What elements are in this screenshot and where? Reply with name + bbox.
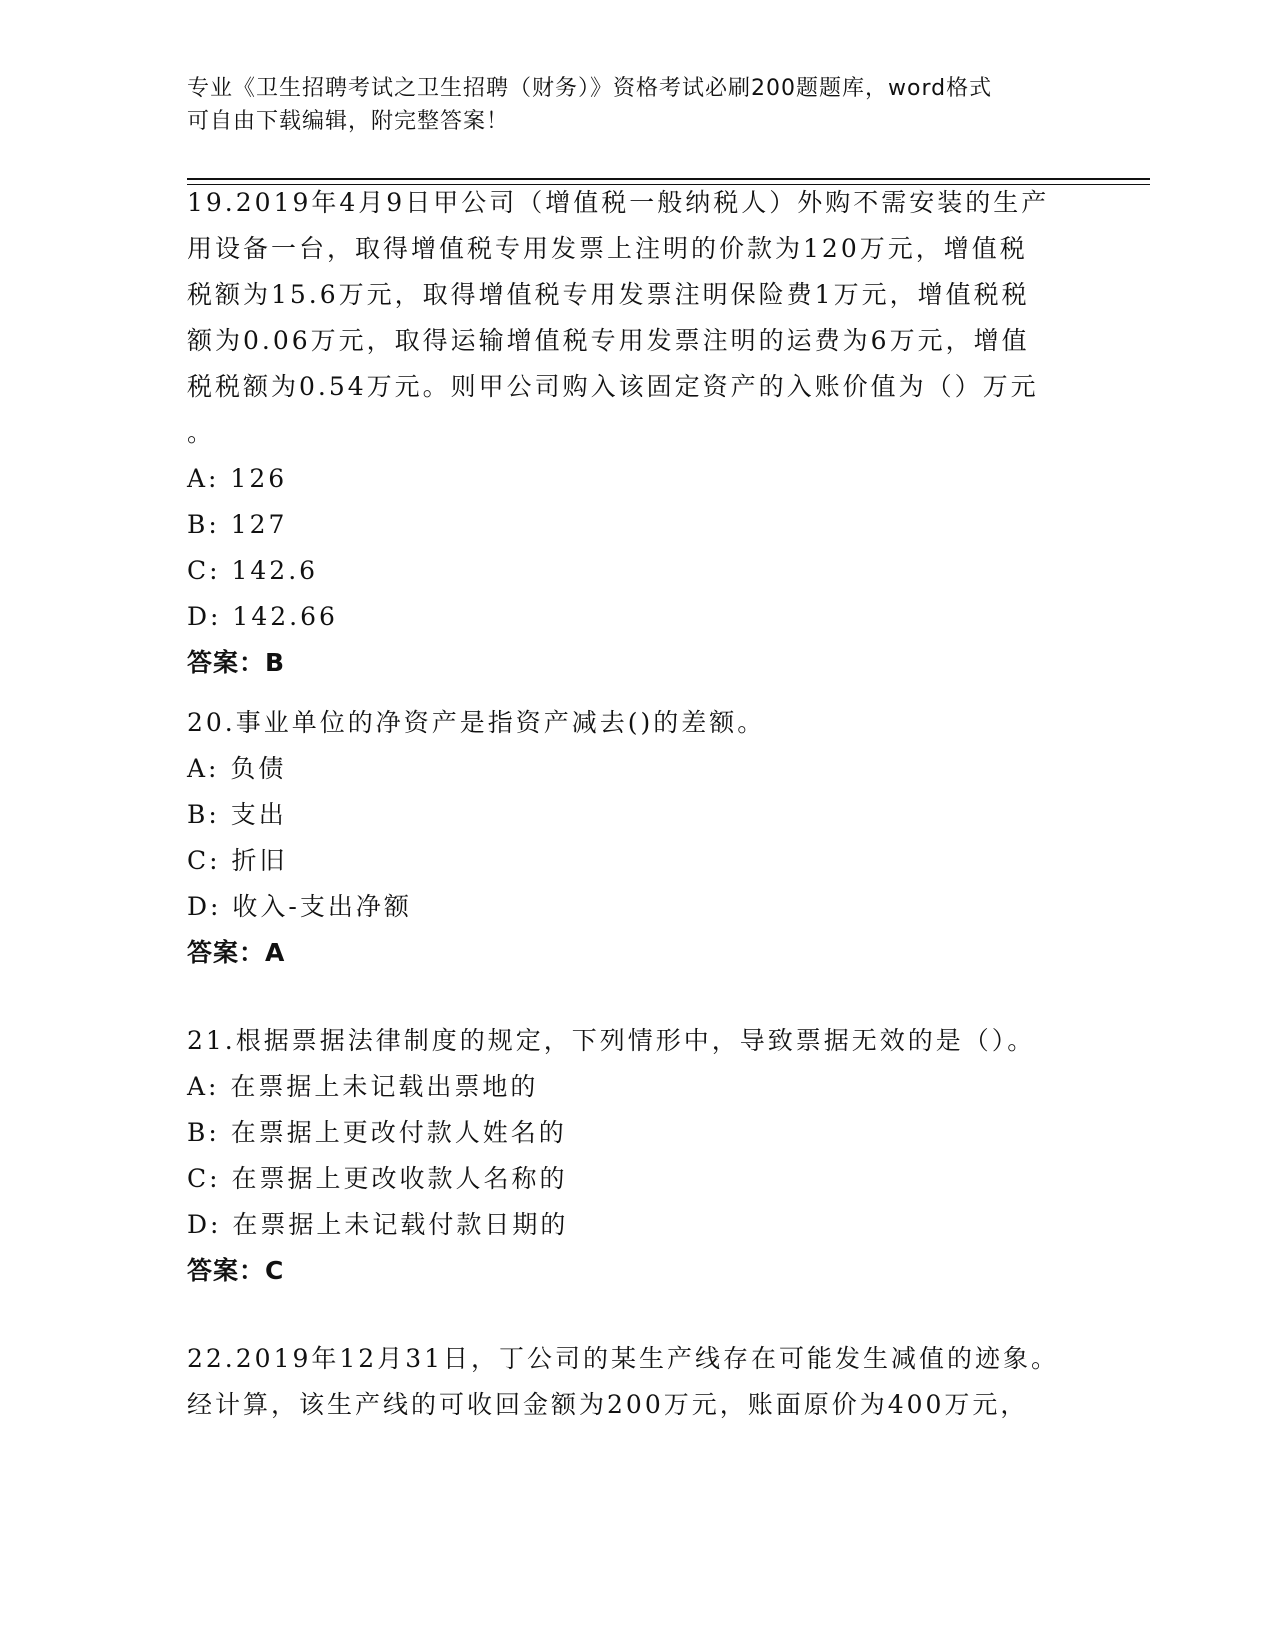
answer: 答案：B	[187, 648, 286, 677]
stem-line: 税额为15.6万元，取得增值税专用发票注明保险费1万元，增值税税	[187, 280, 1030, 309]
header-line-1: 专业《卫生招聘考试之卫生招聘（财务）》资格考试必刷200题题库，word格式	[187, 76, 993, 101]
option-d: D: 142.66	[187, 602, 338, 631]
question-stem	[187, 1336, 1087, 1428]
option-c: C: 在票据上更改收款人名称的	[187, 1164, 568, 1193]
stem-line: 经计算，该生产线的可收回金额为200万元，账面原价为400万元，	[187, 1390, 1029, 1419]
stem-line: 21.根据票据法律制度的规定，下列情形中，导致票据无效的是（）。	[187, 1026, 1036, 1055]
stem-line: 19.2019年4月9日甲公司（增值税一般纳税人）外购不需安装的生产	[187, 188, 1050, 217]
option-a: A: 负债	[187, 754, 287, 783]
stem-line: 额为0.06万元，取得运输增值税专用发票注明的运费为6万元，增值	[187, 326, 1030, 355]
stem-line: 22.2019年12月31日，丁公司的某生产线存在可能发生减值的迹象。	[187, 1344, 1060, 1373]
option-b: B: 支出	[187, 800, 287, 829]
stem-line: 20.事业单位的净资产是指资产减去()的差额。	[187, 708, 766, 737]
question-stem	[187, 1018, 1087, 1064]
option-a: A: 126	[187, 464, 288, 493]
stem-line: 税税额为0.54万元。则甲公司购入该固定资产的入账价值为（）万元	[187, 372, 1039, 401]
answer: 答案：C	[187, 1256, 285, 1285]
option-d: D: 收入-支出净额	[187, 892, 412, 921]
stem-line: 用设备一台，取得增值税专用发票上注明的价款为120万元，增值税	[187, 234, 1028, 263]
option-b: B: 127	[187, 510, 288, 539]
option-a: A: 在票据上未记载出票地的	[187, 1072, 539, 1101]
option-c: C: 折旧	[187, 846, 288, 875]
header-line-2: 可自由下载编辑，附完整答案！	[187, 109, 510, 134]
option-d: D: 在票据上未记载付款日期的	[187, 1210, 569, 1239]
option-b: B: 在票据上更改付款人姓名的	[187, 1118, 567, 1147]
answer: 答案：A	[187, 938, 286, 967]
stem-line: 。	[187, 418, 216, 447]
question-stem	[187, 180, 1087, 456]
document-header	[187, 72, 1087, 138]
question-19	[187, 180, 1087, 686]
question-22	[187, 1336, 1087, 1428]
question-20	[187, 700, 1087, 976]
option-c: C: 142.6	[187, 556, 319, 585]
question-stem	[187, 700, 1087, 746]
question-21	[187, 1018, 1087, 1294]
